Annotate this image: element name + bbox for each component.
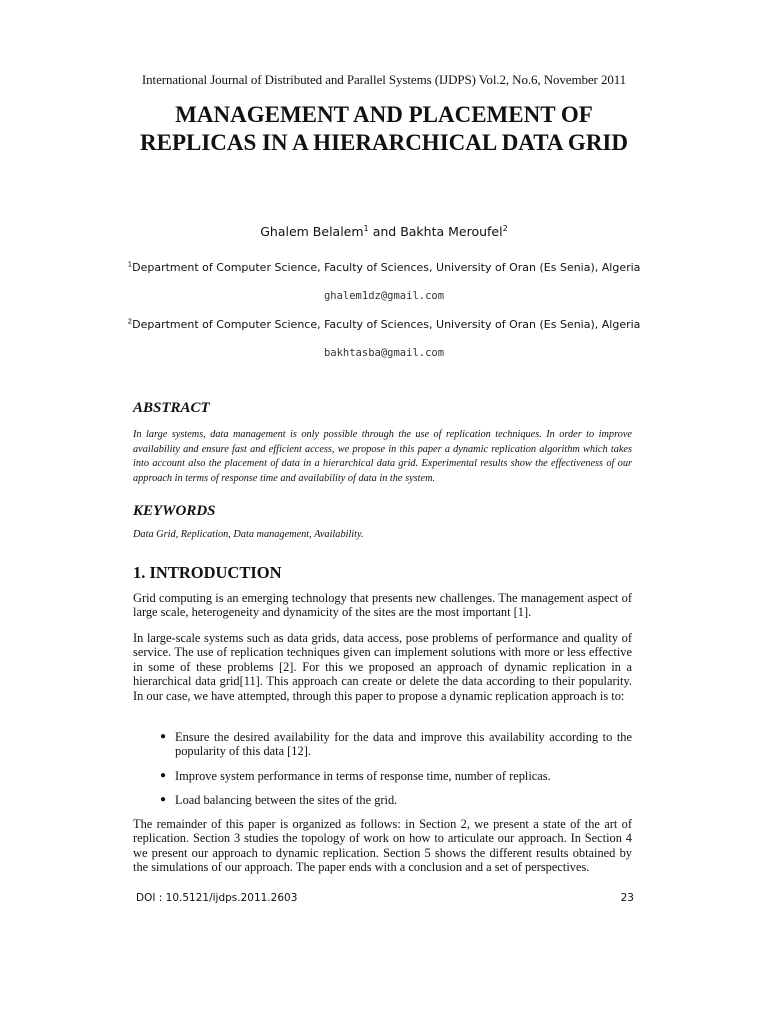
keywords-text: Data Grid, Replication, Data management, Availability. [133,529,364,540]
bullet-text: Load balancing between the sites of the grid. [175,793,398,808]
author-name: Ghalem Belalem [260,224,364,239]
affiliation-text: Department of Computer Science, Faculty of Sciences, University of Oran (Es Senia), Algeria [132,318,641,331]
bullet-item [160,793,632,807]
bullet-list [160,730,632,818]
section-heading: 1. INTRODUCTION [133,563,282,582]
journal-header: International Journal of Distributed and Parallel Systems (IJDPS) Vol.2, No.6, November 2011 [141,72,627,87]
body-paragraph: In large-scale systems such as data grids, data access, pose problems of performance and quality of service. The use of replication techniques given can implement solutions with more or less effective in some of these problems [2]. For this we proposed an approach of dynamic replication in a hierarchical data grid[11]. This approach can create or delete the data according to their popularity. In our case, we have attempted, through this paper to propose a dynamic replication approach is to: [133,631,632,703]
bullet-icon: ● [160,794,167,806]
doi-footer: DOI : 10.5121/ijdps.2011.2603 [136,892,298,904]
affiliation-superscript: 1 [127,259,133,269]
affiliation-superscript: 2 [127,316,133,326]
author-line [0,224,768,239]
affiliation [0,318,768,331]
bullet-item [160,730,632,759]
bullet-text: Improve system performance in terms of response time, number of replicas. [175,768,551,783]
body-paragraph: The remainder of this paper is organized as follows: in Section 2, we present a state of the art of replication. Section 3 studies the topology of work on how to articulate our approach. In Section 4 we present our approach to dynamic replication. Section 5 shows the different results obtained by the simulations of our approach. The paper ends with a conclusion and a set of perspectives. [133,817,632,875]
author-superscript: 1 [363,222,369,233]
paper-title: MANAGEMENT AND PLACEMENT OF REPLICAS IN A HIERARCHICAL DATA GRID [140,102,628,155]
bullet-icon: ● [160,731,167,742]
page-number: 23 [620,892,634,904]
author-separator: and [368,224,401,239]
affiliation [0,261,768,274]
bullet-item [160,769,632,783]
bullet-icon: ● [160,769,167,781]
author-email[interactable]: bakhtasba@gmail.com [323,347,445,359]
keywords-heading: KEYWORDS [133,503,216,519]
author-name: Bakhta Meroufel [400,224,503,239]
bullet-text: Ensure the desired availability for the data and improve this availability according to the popularity of this data [12]. [175,730,632,759]
body-paragraph: Grid computing is an emerging technology that presents new challenges. The management aspect of large scale, heterogeneity and dynamicity of the sites are the most important [1]. [133,591,632,620]
affiliation-text: Department of Computer Science, Faculty of Sciences, University of Oran (Es Senia), Algeria [132,261,641,274]
author-superscript: 2 [502,222,508,233]
abstract-heading: ABSTRACT [133,400,210,416]
abstract-text: In large systems, data management is only possible through the use of replication techniques. In order to improve availability and ensure fast and efficient access, we propose in this paper a dynamic replication algorithm which takes into account also the placement of data in a hierarchical data grid. Experimental results show the effectiveness of our approach in terms of response time and availability of data in the system. [133,429,632,484]
author-email[interactable]: ghalem1dz@gmail.com [323,290,445,302]
